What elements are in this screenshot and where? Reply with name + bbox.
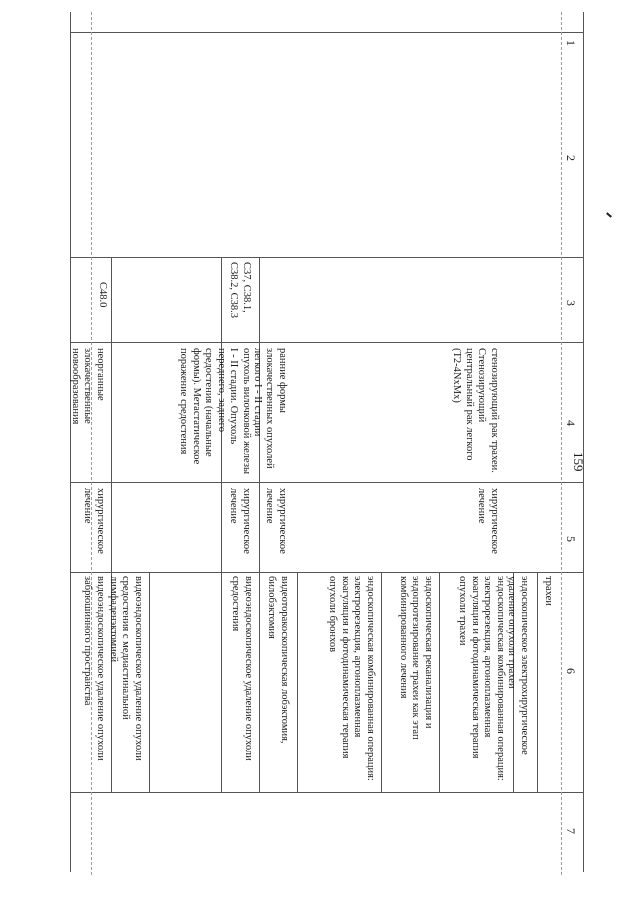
method-cell: видеоторакоскопическая лобэктомия, билобэктомия bbox=[266, 576, 290, 744]
row-divider-faint bbox=[561, 12, 562, 875]
col-number: 4 bbox=[564, 420, 578, 426]
col-number: 5 bbox=[564, 536, 578, 542]
method-cell: видеоэндоскопическое удаление опухоли средостения с медиастинальной лимфаденэктомией bbox=[108, 576, 144, 761]
code-cell: C37, C38.1, C38.2, C38.3 bbox=[228, 262, 252, 319]
method-cell: трахеи bbox=[543, 576, 554, 606]
row-divider bbox=[297, 572, 298, 792]
treatment-cell: хирургическое лечение bbox=[228, 488, 252, 554]
disease-cell: опухоль вилочковой железы I - II стадии. Опухоль переднего, заднего средостения (начальные формы). Метастатическое поражение средостения bbox=[178, 348, 252, 475]
row-divider bbox=[221, 257, 222, 792]
treatment-cell: хирургическое лечение bbox=[82, 488, 106, 554]
method-cell: эндоскопическая реканализация и эндопротезирование трахеи как этап комбинированного лечения bbox=[398, 576, 434, 740]
treatment-cell: хирургическое лечение bbox=[476, 488, 500, 554]
col-divider-4-5 bbox=[71, 482, 583, 483]
disease-cell: ранние формы злокачественных опухолей легкого I - II стадии bbox=[252, 348, 288, 469]
row-divider bbox=[439, 572, 440, 792]
col-number: 6 bbox=[564, 668, 578, 674]
disease-cell: неорганные злокачественные новообразования bbox=[70, 348, 106, 425]
method-cell: эндоскопическое электрохирургическое удаление опухоли трахеи bbox=[506, 576, 530, 755]
disease-cell: стенозирующий рак трахеи. Стенозирующий центральный рак легкого (T2-4NxMx) bbox=[451, 348, 500, 473]
method-cell: эндоскопическая комбинированная операция: электрорезекция, аргоноплазменная коагуляция и фотодинамическая терапия опухоли бронхов bbox=[327, 576, 376, 781]
method-cell: видеоэндоскопическое удаление опухоли забрюшинного пространства bbox=[82, 576, 106, 761]
row-divider bbox=[259, 257, 260, 792]
col-number: 7 bbox=[564, 828, 578, 834]
col-divider-3-4 bbox=[71, 342, 583, 343]
row-divider bbox=[149, 572, 150, 792]
col-divider-2-3 bbox=[71, 257, 583, 258]
page-number: 159 bbox=[571, 452, 586, 472]
col-divider-6-7 bbox=[71, 792, 583, 793]
treatment-cell: хирургическое лечение bbox=[264, 488, 288, 554]
col-number: 2 bbox=[564, 155, 578, 161]
method-cell: видеоэндоскопическое удаление опухоли средостения bbox=[230, 576, 254, 761]
row-divider bbox=[381, 572, 382, 792]
method-cell: эндоскопическая комбинированная операция: электрорезекция, аргоноплазменная коагуляция и фотодинамическая терапия опухоли трахеи bbox=[457, 576, 506, 781]
pen-mark bbox=[606, 212, 612, 217]
col-divider-5-6 bbox=[71, 572, 583, 573]
code-cell: C48.0 bbox=[97, 282, 108, 308]
col-number: 3 bbox=[564, 300, 578, 306]
header-divider bbox=[71, 32, 583, 33]
col-number: 1 bbox=[564, 40, 578, 46]
row-divider bbox=[537, 572, 538, 792]
